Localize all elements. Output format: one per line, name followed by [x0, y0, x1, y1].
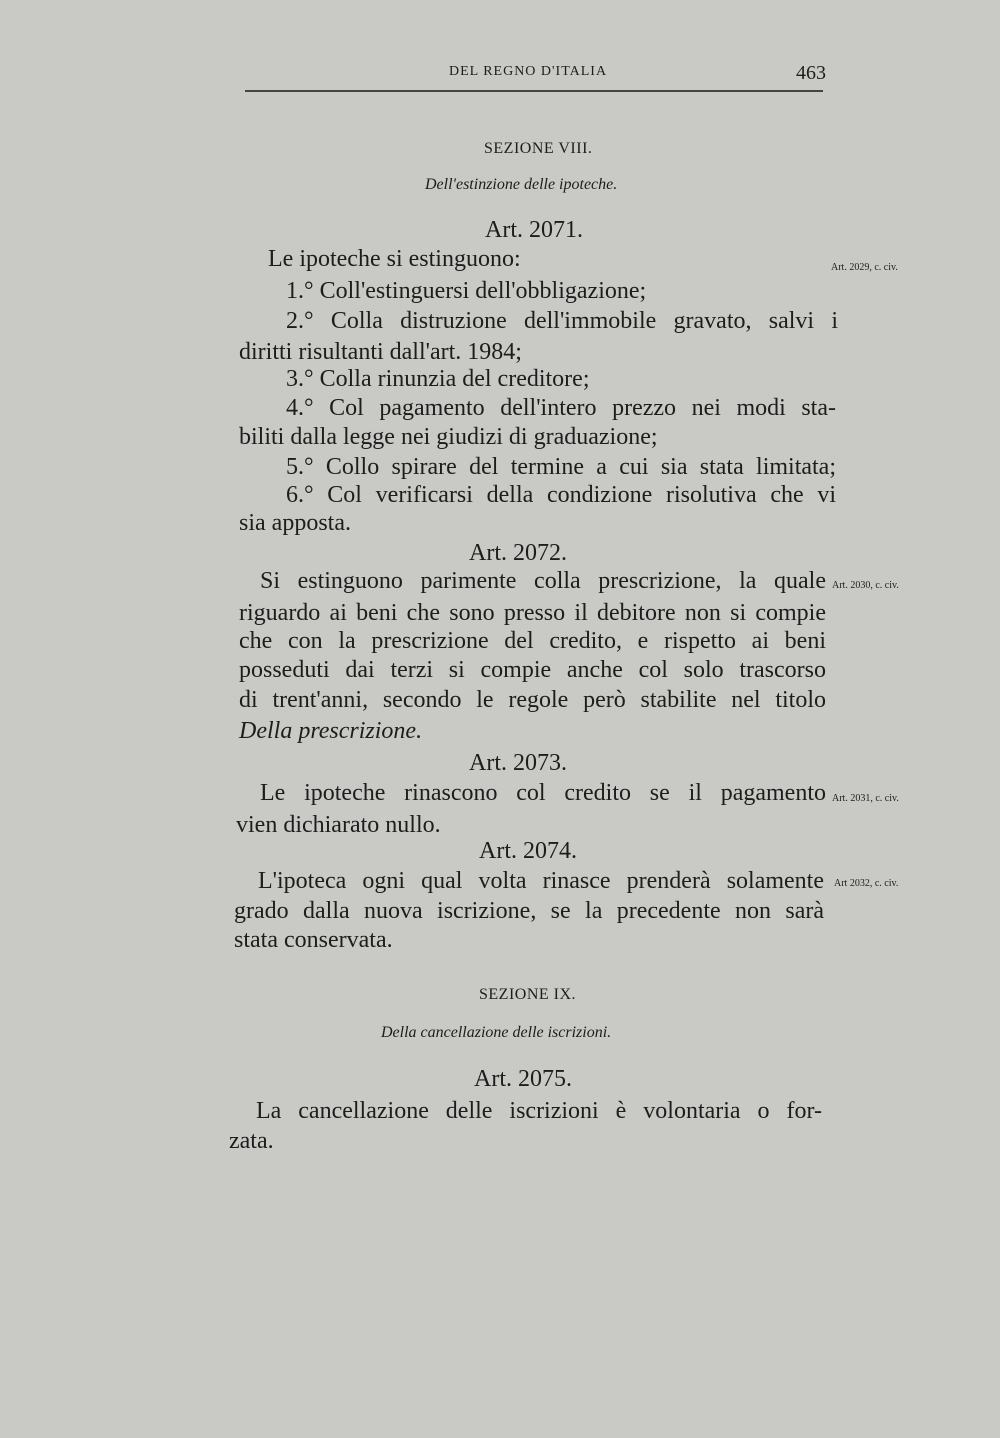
article-2072-line-5: di trent'anni, secondo le regole però stabilite nel titolo	[239, 687, 826, 713]
article-2071-line-6: 4.° Col pagamento dell'intero prezzo nei modi sta-	[286, 395, 836, 421]
article-2072-line-3: che con la prescrizione del credito, e rispetto ai beni	[239, 628, 826, 654]
article-2072-heading: Art. 2072.	[469, 540, 567, 566]
article-2074-line-3: stata conservata.	[234, 927, 393, 953]
article-2075-line-1: La cancellazione delle iscrizioni è volontaria o for-	[256, 1098, 822, 1124]
article-2074-line-1: L'ipoteca ogni qual volta rinasce prenderà solamente	[258, 868, 824, 894]
running-head: DEL REGNO D'ITALIA	[449, 64, 608, 79]
article-2072-line-6: Della prescrizione.	[239, 718, 423, 744]
article-2074-line-2: grado dalla nuova iscrizione, se la precedente non sarà	[234, 898, 824, 924]
article-2073-line-1: Le ipoteche rinascono col credito se il pagamento	[260, 780, 826, 806]
article-2072-line-1: Si estinguono parimente colla prescrizione, la quale	[260, 568, 826, 594]
article-2073-line-2: vien dichiarato nullo.	[236, 812, 441, 838]
article-2075-heading: Art. 2075.	[474, 1066, 572, 1092]
article-2071-line-7: biliti dalla legge nei giudizi di graduazione;	[239, 424, 658, 450]
article-2071-line-4: diritti risultanti dall'art. 1984;	[239, 339, 522, 365]
article-2074-heading: Art. 2074.	[479, 838, 577, 864]
article-2071-line-1: Le ipoteche si estinguono:	[268, 246, 521, 272]
section-ix-subtitle: Della cancellazione delle iscrizioni.	[381, 1024, 612, 1041]
article-2072-line-4: posseduti dai terzi si compie anche col solo trascorso	[239, 657, 826, 683]
article-2073-margin-note: Art. 2031, c. civ.	[832, 793, 899, 804]
header-rule	[245, 90, 823, 92]
article-2071-margin-note: Art. 2029, c. civ.	[831, 262, 898, 273]
page-number: 463	[796, 62, 826, 84]
section-ix-title: SEZIONE IX.	[479, 986, 577, 1003]
article-2072-margin-note: Art. 2030, c. civ.	[832, 580, 899, 591]
article-2074-margin-note: Art 2032, c. civ.	[834, 878, 899, 889]
article-2071-heading: Art. 2071.	[485, 217, 583, 243]
article-2075-line-2: zata.	[229, 1128, 274, 1154]
article-2071-line-9: 6.° Col verificarsi della condizione risolutiva che vi	[286, 482, 836, 508]
article-2071-line-3: 2.° Colla distruzione dell'immobile gravato, salvi i	[286, 308, 838, 334]
article-2071-line-10: sia apposta.	[239, 510, 351, 536]
article-2071-line-2: 1.° Coll'estinguersi dell'obbligazione;	[286, 278, 647, 304]
article-2072-line-2: riguardo ai beni che sono presso il debitore non si compie	[239, 600, 826, 626]
article-2073-heading: Art. 2073.	[469, 750, 567, 776]
section-viii-title: SEZIONE VIII.	[484, 140, 593, 157]
article-2071-line-8: 5.° Collo spirare del termine a cui sia stata limitata;	[286, 454, 836, 480]
article-2071-line-5: 3.° Colla rinunzia del creditore;	[286, 366, 590, 392]
section-viii-subtitle: Dell'estinzione delle ipoteche.	[425, 176, 618, 193]
